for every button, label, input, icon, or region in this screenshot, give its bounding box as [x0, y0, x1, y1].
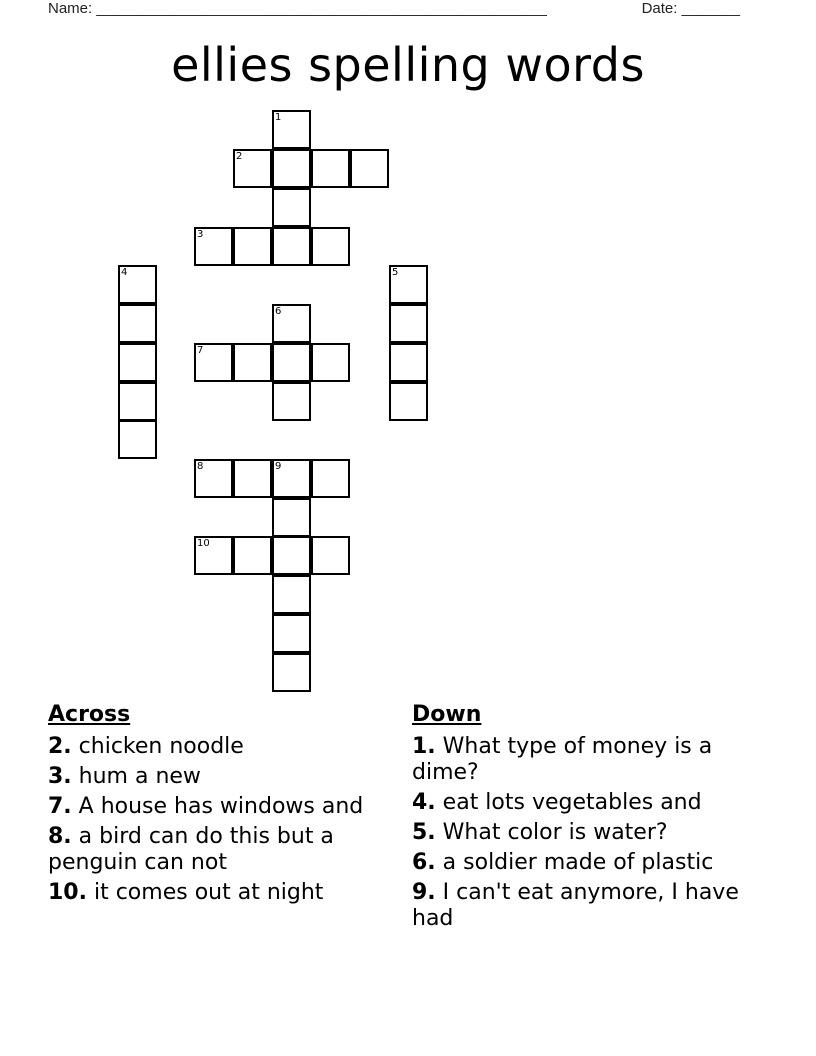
across-heading: Across: [48, 702, 131, 727]
grid-cell[interactable]: [118, 382, 157, 421]
grid-cell[interactable]: [311, 459, 350, 498]
grid-cell[interactable]: [118, 265, 157, 304]
clue-item-text: it comes out at night: [93, 880, 324, 905]
grid-cell[interactable]: [389, 343, 428, 382]
clue-item-number: 5.: [412, 820, 436, 845]
clue-item: [412, 880, 752, 932]
clue-item: [48, 880, 388, 906]
clue-number: 1: [275, 112, 282, 123]
grid-cell[interactable]: [272, 227, 311, 266]
clue-item: [412, 734, 752, 786]
clue-number: 6: [275, 306, 282, 317]
grid-cell[interactable]: [272, 459, 311, 498]
clue-item-text: I can't eat anymore, I have had: [412, 880, 739, 931]
grid-cell[interactable]: [233, 343, 272, 382]
clue-number: 2: [236, 151, 243, 162]
clue-number: 4: [121, 267, 128, 278]
clue-item-number: 1.: [412, 734, 436, 759]
clue-item-number: 4.: [412, 790, 436, 815]
grid-cell[interactable]: [194, 343, 233, 382]
clue-item: [48, 824, 388, 876]
grid-cell[interactable]: [272, 614, 311, 653]
grid-cell[interactable]: [272, 653, 311, 692]
clue-item-text: a bird can do this but a penguin can not: [48, 824, 334, 875]
grid-cell[interactable]: [272, 536, 311, 575]
clue-item-text: A house has windows and: [78, 794, 364, 819]
name-line: Name: ______________________________________________________: [48, 0, 547, 17]
grid-cell[interactable]: [233, 536, 272, 575]
clue-item: [412, 850, 752, 876]
clue-item-number: 10.: [48, 880, 87, 905]
date-line: Date: _______: [641, 0, 740, 17]
clue-item-number: 2.: [48, 734, 72, 759]
clue-item-number: 8.: [48, 824, 72, 849]
clue-number: 5: [392, 267, 399, 278]
clue-item-text: eat lots vegetables and: [442, 790, 702, 815]
clue-item-text: hum a new: [78, 764, 201, 789]
grid-cell[interactable]: [389, 265, 428, 304]
down-clues: [412, 702, 752, 936]
clue-number: 8: [197, 461, 204, 472]
clue-item-number: 7.: [48, 794, 72, 819]
grid-cell[interactable]: [272, 343, 311, 382]
clue-number: 3: [197, 229, 204, 240]
clue-item: [48, 734, 388, 760]
grid-cell[interactable]: [272, 304, 311, 343]
page-title: ellies spelling words: [171, 38, 645, 92]
down-heading: Down: [412, 702, 482, 727]
grid-cell[interactable]: [272, 575, 311, 614]
grid-cell[interactable]: [194, 227, 233, 266]
grid-cell[interactable]: [233, 149, 272, 188]
grid-cell[interactable]: [272, 498, 311, 537]
grid-cell[interactable]: [389, 382, 428, 421]
clue-number: 7: [197, 345, 204, 356]
grid-cell[interactable]: [272, 382, 311, 421]
grid-cell[interactable]: [311, 536, 350, 575]
clue-item-text: chicken noodle: [78, 734, 244, 759]
clue-item-number: 9.: [412, 880, 436, 905]
clue-item-text: What color is water?: [442, 820, 668, 845]
clue-item: [48, 764, 388, 790]
grid-cell[interactable]: [233, 459, 272, 498]
clue-item-text: a soldier made of plastic: [442, 850, 714, 875]
grid-cell[interactable]: [272, 110, 311, 149]
grid-cell[interactable]: [350, 149, 389, 188]
clue-item-text: What type of money is a dime?: [412, 734, 713, 785]
grid-cell[interactable]: [194, 536, 233, 575]
grid-cell[interactable]: [118, 343, 157, 382]
grid-cell[interactable]: [311, 343, 350, 382]
clue-item: [412, 790, 752, 816]
clue-item-number: 6.: [412, 850, 436, 875]
grid-cell[interactable]: [118, 420, 157, 459]
clue-item: [412, 820, 752, 846]
clue-item: [48, 794, 388, 820]
clue-number: 10: [197, 538, 210, 549]
grid-cell[interactable]: [311, 149, 350, 188]
grid-cell[interactable]: [272, 149, 311, 188]
grid-cell[interactable]: [233, 227, 272, 266]
across-clues: [48, 702, 388, 910]
grid-cell[interactable]: [194, 459, 233, 498]
clue-number: 9: [275, 461, 282, 472]
grid-cell[interactable]: [311, 227, 350, 266]
clue-item-number: 3.: [48, 764, 72, 789]
grid-cell[interactable]: [389, 304, 428, 343]
grid-cell[interactable]: [118, 304, 157, 343]
grid-cell[interactable]: [272, 188, 311, 227]
